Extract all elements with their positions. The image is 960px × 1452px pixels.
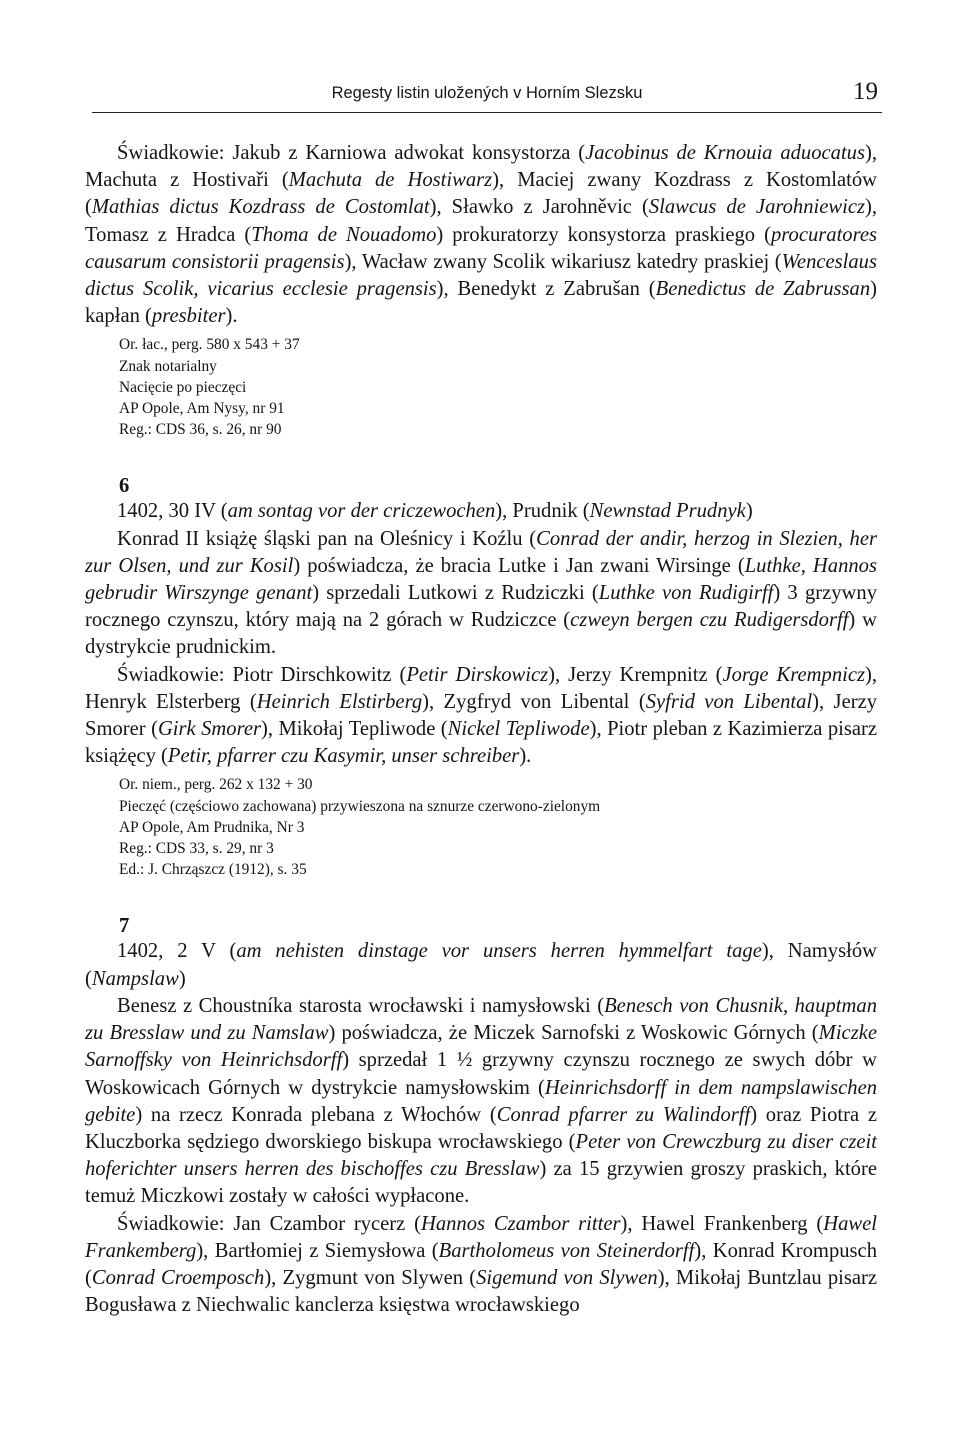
note-line: Pieczęć (częściowo zachowana) przywieszona na sznurze czerwono-zielonym bbox=[119, 797, 601, 815]
note-line: Reg.: CDS 36, s. 26, nr 90 bbox=[119, 421, 282, 439]
note-line: Or. niem., perg. 262 x 132 + 30 bbox=[119, 776, 313, 794]
note-line: AP Opole, Am Prudnika, Nr 3 bbox=[119, 818, 305, 836]
note-line: Ed.: J. Chrząszcz (1912), s. 35 bbox=[119, 861, 307, 879]
note-line: Reg.: CDS 33, s. 29, nr 3 bbox=[119, 840, 274, 858]
entry5-notes bbox=[119, 334, 877, 440]
entry7-witnesses: Świadkowie: Jan Czambor rycerz (Hannos Czambor ritter), Hawel Frankenberg (Hawel Frankemberg), Bartłomiej z Siemysłowa (Bartholomeus von Steinerdorff), Konrad Krompusch (Conrad Croemposch), Zygmunt von Slywen (Sigemund von Slywen), Mikołaj Buntzlau pisarz Bogusława z Niechwalic kanclerza księstwa wrocławskiego bbox=[85, 1212, 878, 1317]
entry6-body: Konrad II książę śląski pan na Oleśnicy i Koźlu (Conrad der andir, herzog in Slezien, her zur Olsen, und zur Kosil) poświadcza, że bracia Lutke i Jan zwani Wirsinge (Luthke, Hannos gebrudir Wirszynge genant) sprzedali Lutkowi z Rudziczki (Luthke von Rudigirff) 3 grzywny rocznego czynszu, który mają na 2 górach w Rudziczce (czweyn bergen czu Rudigersdorff) w dystrykcie prudnickim. bbox=[85, 527, 877, 659]
entry5-witnesses: Świadkowie: Jakub z Karniowa adwokat konsystorza (Jacobinus de Krnouia aduocatus), Machuta z Hostivaři (Machuta de Hostiwarz), Maciej zwany Kozdrass z Kostomlatów (Mathias dictus Kozdrass de Costomlat), Sławko z Jarohněvic (Slawcus de Jarohniewicz), Tomasz z Hradca (Thoma de Nouadomo) prokuratorzy konsystorza praskiego (procuratores causarum consistorii pragensis), Wacław zwany Scolik wikariusz katedry praskiej (Wenceslaus dictus Scolik, vicarius ecclesie pragensis), Benedykt z Zabrušan (Benedictus de Zabrussan) kapłan (presbiter). bbox=[85, 142, 877, 328]
page-header bbox=[92, 78, 882, 113]
entry-number-6: 6 bbox=[119, 475, 130, 498]
entry7-date: 1402, 2 V (am nehisten dinstage vor unsers herren hymmelfart tage), Namysłów (Nampslaw) bbox=[85, 940, 877, 990]
note-line: Znak notarialny bbox=[119, 357, 217, 375]
note-line: AP Opole, Am Nysy, nr 91 bbox=[119, 400, 285, 418]
note-line: Or. łac., perg. 580 x 543 + 37 bbox=[119, 336, 300, 354]
page-number: 19 bbox=[853, 78, 878, 105]
entry6-date: 1402, 30 IV (am sontag vor der criczewochen), Prudnik (Newnstad Prudnyk) bbox=[117, 500, 753, 523]
entry6-notes bbox=[119, 774, 877, 880]
running-title: Regesty listin uložených v Horním Slezsku bbox=[331, 84, 643, 102]
entry7-body: Benesz z Choustníka starosta wrocławski i namysłowski (Benesch von Chusnik, hauptman zu Bresslaw und zu Namslaw) poświadcza, że Miczek Sarnofski z Woskowic Górnych (Miczke Sarnoffsky von Heinrichsdorff) sprzedał 1 ½ grzywny czynszu rocznego ze swych dóbr w Woskowicach Górnych w dystrykcie namysłowskim (Heinrichsdorff in dem nampslawischen gebite) na rzecz Konrada plebana z Włochów (Conrad pfarrer zu Walindorff) oraz Piotra z Kluczborka sędziego dworskiego biskupa wrocławskiego (Peter von Crewczburg zu diser czeit hoferichter unsers herren des bischoffes czu Bresslaw) za 15 grzywien groszy praskich, które temuż Miczkowi zostały w całości wypłacone. bbox=[85, 994, 878, 1208]
page-body bbox=[85, 140, 877, 1319]
entry-number-7: 7 bbox=[119, 915, 130, 938]
entry6-witnesses: Świadkowie: Piotr Dirschkowitz (Petir Dirskowicz), Jerzy Krempnitz (Jorge Krempnicz), Henryk Elsterberg (Heinrich Elstirberg), Zygfryd von Libental (Syfrid von Libental), Jerzy Smorer (Girk Smorer), Mikołaj Tepliwode (Nickel Tepliwode), Piotr pleban z Kazimierza pisarz książęcy (Petir, pfarrer czu Kasymir, unser schreiber). bbox=[85, 663, 878, 768]
note-line: Nacięcie po pieczęci bbox=[119, 378, 247, 396]
